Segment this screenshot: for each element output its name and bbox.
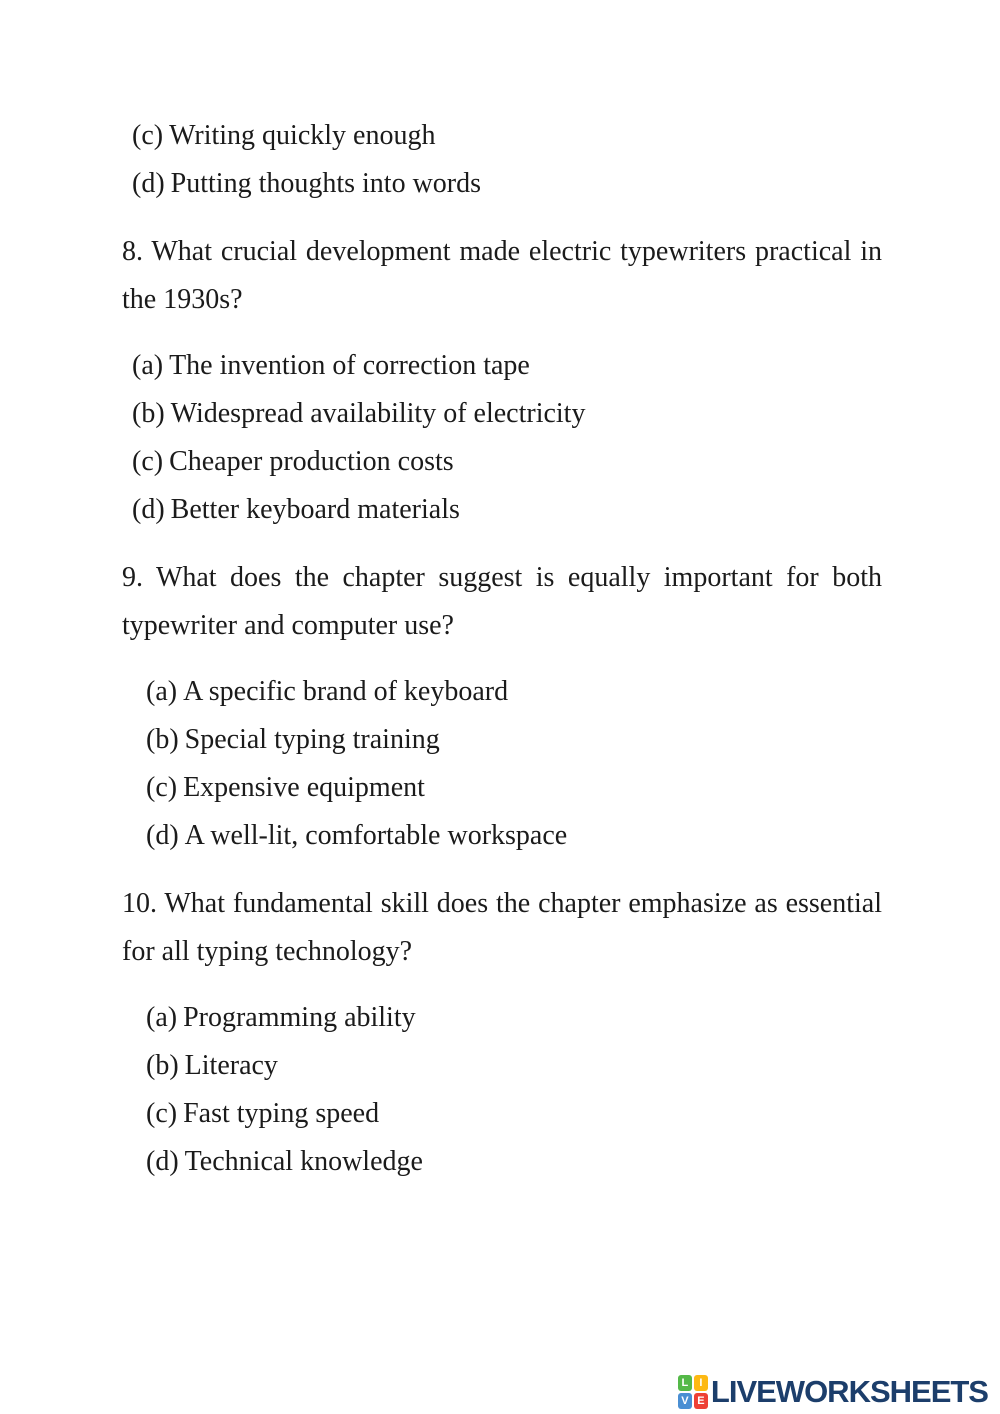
question-number: 9. — [122, 562, 143, 593]
option-text: Widespread availability of electricity — [170, 398, 586, 429]
question-number: 10. — [122, 888, 157, 919]
option-c — [132, 438, 882, 486]
option-text: A specific brand of keyboard — [183, 676, 509, 707]
question-8-options — [122, 342, 882, 534]
question-number: 8. — [122, 236, 143, 267]
option-text: A well-lit, comfortable workspace — [184, 820, 568, 851]
option-marker: (a) — [146, 1002, 178, 1033]
option-marker: (b) — [132, 398, 165, 429]
liveworksheets-wordmark: LIVEWORKSHEETS — [710, 1374, 988, 1409]
logo-tile-e: E — [694, 1393, 708, 1409]
question-8-text — [122, 228, 882, 324]
option-marker: (a) — [132, 350, 164, 381]
option-c — [132, 112, 882, 160]
option-text: Better keyboard materials — [170, 494, 460, 525]
option-a — [146, 668, 882, 716]
option-text: The invention of correction tape — [169, 350, 530, 381]
option-marker: (d) — [132, 168, 165, 199]
liveworksheets-logo[interactable] — [678, 1374, 988, 1410]
logo-tile-l: L — [678, 1375, 692, 1391]
option-marker: (b) — [146, 724, 179, 755]
option-a — [132, 342, 882, 390]
question-8 — [122, 228, 882, 534]
question-body: What fundamental skill does the chapter emphasize as essential for all typing technology? — [122, 888, 882, 967]
option-text: Technical knowledge — [184, 1146, 423, 1177]
option-text: Cheaper production costs — [169, 446, 454, 477]
option-marker: (c) — [146, 1098, 178, 1129]
option-d — [132, 160, 882, 208]
option-marker: (d) — [146, 1146, 179, 1177]
option-d — [132, 486, 882, 534]
option-c — [146, 1090, 882, 1138]
option-a — [146, 994, 882, 1042]
option-c — [146, 764, 882, 812]
question-9-text — [122, 554, 882, 650]
question-10-text — [122, 880, 882, 976]
option-text: Putting thoughts into words — [170, 168, 482, 199]
option-marker: (c) — [146, 772, 178, 803]
option-marker: (d) — [146, 820, 179, 851]
option-text: Writing quickly enough — [169, 120, 436, 151]
question-9 — [122, 554, 882, 860]
option-marker: (b) — [146, 1050, 179, 1081]
option-marker: (d) — [132, 494, 165, 525]
option-text: Expensive equipment — [183, 772, 425, 803]
logo-tile-v: V — [678, 1393, 692, 1409]
option-marker: (a) — [146, 676, 178, 707]
question-9-options — [122, 668, 882, 860]
carryover-options-list — [122, 112, 882, 208]
option-text: Fast typing speed — [183, 1098, 380, 1129]
question-10-options — [122, 994, 882, 1186]
logo-tile-i: I — [694, 1375, 708, 1391]
option-d — [146, 1138, 882, 1186]
option-marker: (c) — [132, 446, 164, 477]
option-b — [146, 716, 882, 764]
option-text: Programming ability — [183, 1002, 416, 1033]
option-text: Literacy — [184, 1050, 278, 1081]
question-body: What crucial development made electric typewriters practical in the 1930s? — [122, 236, 882, 315]
option-b — [146, 1042, 882, 1090]
question-body: What does the chapter suggest is equally important for both typewriter and computer use? — [122, 562, 882, 641]
option-b — [132, 390, 882, 438]
option-marker: (c) — [132, 120, 164, 151]
liveworksheets-grid-icon — [678, 1375, 708, 1409]
question-10 — [122, 880, 882, 1186]
option-d — [146, 812, 882, 860]
option-text: Special typing training — [184, 724, 440, 755]
